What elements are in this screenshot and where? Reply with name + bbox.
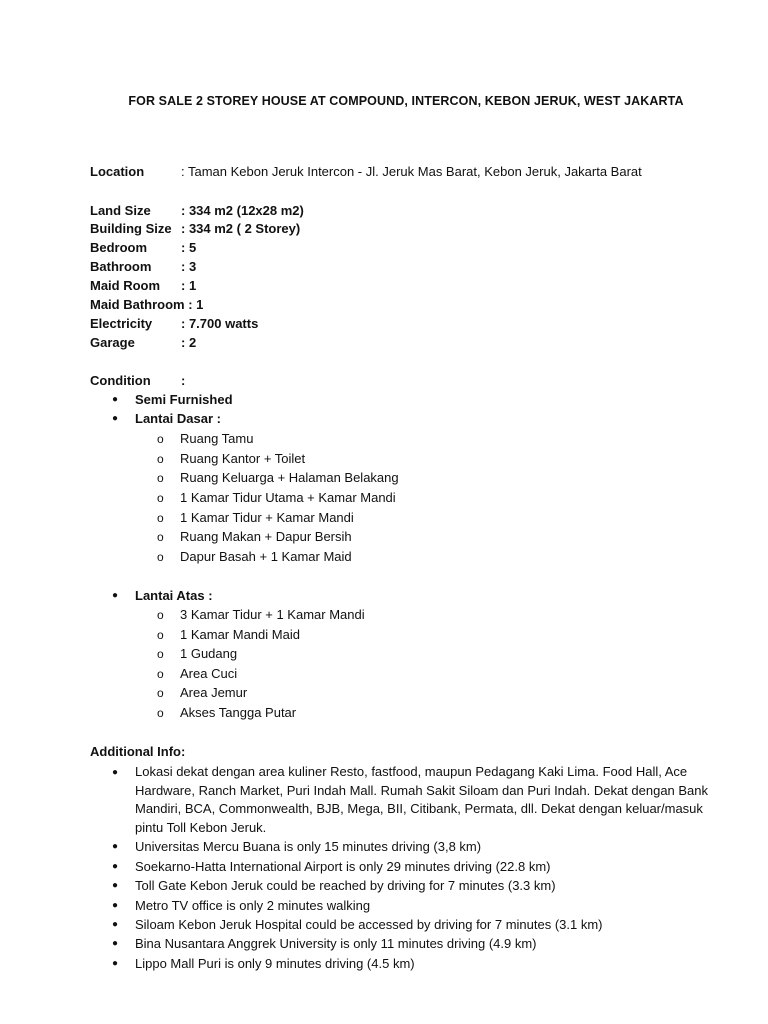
spec-value: : 1 <box>181 278 197 293</box>
document-title: FOR SALE 2 STOREY HOUSE AT COMPOUND, INTERCON, KEBON JERUK, WEST JAKARTA <box>128 94 684 108</box>
ground-floor-item: Ruang Tamu <box>180 431 254 446</box>
bullet-circle-icon: o <box>157 491 164 505</box>
bullet-circle-icon: o <box>157 511 164 525</box>
bullet-dot-icon: ● <box>112 590 119 601</box>
ground-floor-item: Ruang Keluarga + Halaman Belakang <box>180 470 399 485</box>
spec-label: Bedroom <box>90 240 148 255</box>
spec-label: Maid Room <box>90 278 161 293</box>
spec-row-garage <box>90 334 196 352</box>
spec-row-bedroom <box>90 239 196 257</box>
bullet-dot-icon: ● <box>112 880 119 891</box>
spec-value: : 7.700 watts <box>181 316 259 331</box>
bullet-circle-icon: o <box>157 647 164 661</box>
condition-colon: : <box>181 373 186 388</box>
spec-value: : 3 <box>181 259 197 274</box>
spec-row-bathroom <box>90 258 196 276</box>
ground-floor-item: Ruang Kantor + Toilet <box>180 451 306 466</box>
ground-floor-label: Lantai Dasar : <box>135 411 221 426</box>
ground-floor-item: Dapur Basah + 1 Kamar Maid <box>180 549 352 564</box>
upper-floor-item: 3 Kamar Tidur + 1 Kamar Mandi <box>180 607 365 622</box>
upper-floor-item: 1 Gudang <box>180 646 238 661</box>
ground-floor-item: 1 Kamar Tidur + Kamar Mandi <box>180 510 354 525</box>
spec-label: Electricity <box>90 316 153 331</box>
location-row <box>90 163 642 181</box>
bullet-dot-icon: ● <box>112 861 119 872</box>
spec-label: Land Size <box>90 203 151 218</box>
additional-info-item: Soekarno-Hatta International Airport is only 29 minutes driving (22.8 km) <box>135 859 551 874</box>
bullet-dot-icon: ● <box>112 958 119 969</box>
upper-floor-item: 1 Kamar Mandi Maid <box>180 627 300 642</box>
spec-value: : 2 <box>181 335 197 350</box>
bullet-dot-icon: ● <box>112 938 119 949</box>
bullet-dot-icon: ● <box>112 900 119 911</box>
bullet-circle-icon: o <box>157 471 164 485</box>
condition-semi-furnished: Semi Furnished <box>135 392 233 407</box>
spec-label: Garage <box>90 335 135 350</box>
additional-info-item: Lippo Mall Puri is only 9 minutes driving (4.5 km) <box>135 956 415 971</box>
bullet-circle-icon: o <box>157 608 164 622</box>
spec-row-maid-room <box>90 277 196 295</box>
location-label: Location <box>90 164 145 179</box>
bullet-circle-icon: o <box>157 530 164 544</box>
additional-info-item: Universitas Mercu Buana is only 15 minutes driving (3,8 km) <box>135 839 482 854</box>
location-value: : Taman Kebon Jeruk Intercon - Jl. Jeruk Mas Barat, Kebon Jeruk, Jakarta Barat <box>181 164 642 179</box>
condition-row <box>90 372 185 390</box>
additional-info-item: Metro TV office is only 2 minutes walking <box>135 898 371 913</box>
ground-floor-item: 1 Kamar Tidur Utama + Kamar Mandi <box>180 490 396 505</box>
bullet-dot-icon: ● <box>112 394 119 405</box>
bullet-circle-icon: o <box>157 432 164 446</box>
bullet-circle-icon: o <box>157 706 164 720</box>
additional-info-item: Siloam Kebon Jeruk Hospital could be accessed by driving for 7 minutes (3.1 km) <box>135 917 603 932</box>
upper-floor-item: Area Cuci <box>180 666 238 681</box>
bullet-circle-icon: o <box>157 628 164 642</box>
spec-row-land-size <box>90 202 304 220</box>
spec-value: : 5 <box>181 240 197 255</box>
bullet-circle-icon: o <box>157 452 164 466</box>
additional-info-item: Bina Nusantara Anggrek University is only 11 minutes driving (4.9 km) <box>135 936 537 951</box>
ground-floor-item: Ruang Makan + Dapur Bersih <box>180 529 352 544</box>
bullet-circle-icon: o <box>157 686 164 700</box>
additional-info-item: Toll Gate Kebon Jeruk could be reached by driving for 7 minutes (3.3 km) <box>135 878 556 893</box>
upper-floor-item: Area Jemur <box>180 685 248 700</box>
condition-label: Condition <box>90 373 151 388</box>
spec-label: Building Size <box>90 221 172 236</box>
bullet-circle-icon: o <box>157 550 164 564</box>
upper-floor-label: Lantai Atas : <box>135 588 213 603</box>
spec-value: : 334 m2 (12x28 m2) <box>181 203 304 218</box>
bullet-dot-icon: ● <box>112 841 119 852</box>
bullet-dot-icon: ● <box>112 767 119 778</box>
additional-info-item: Lokasi dekat dengan area kuliner Resto, fastfood, maupun Pedagang Kaki Lima. Food Hall, Ace Hardware, Ranch Market, Puri Indah Mall. Rumah Sakit Siloam dan Puri Indah. Dekat dengan Bank Mandiri, BCA, Commonwealth, BJB, Mega, BII, Citibank, Permata, dll. Dekat dengan keluar/masuk pintu Toll Kebon Jeruk. <box>135 764 709 835</box>
additional-info-label: Additional Info: <box>90 744 186 759</box>
bullet-dot-icon: ● <box>112 413 119 424</box>
upper-floor-item: Akses Tangga Putar <box>180 705 297 720</box>
bullet-circle-icon: o <box>157 667 164 681</box>
spec-value: : 334 m2 ( 2 Storey) <box>181 221 301 236</box>
spec-row-maid-bathroom <box>90 296 203 314</box>
spec-row-electricity <box>90 315 258 333</box>
spec-label: Bathroom <box>90 259 152 274</box>
spec-label: Maid Bathroom : 1 <box>90 297 204 312</box>
spec-row-building-size <box>90 220 300 238</box>
bullet-dot-icon: ● <box>112 919 119 930</box>
